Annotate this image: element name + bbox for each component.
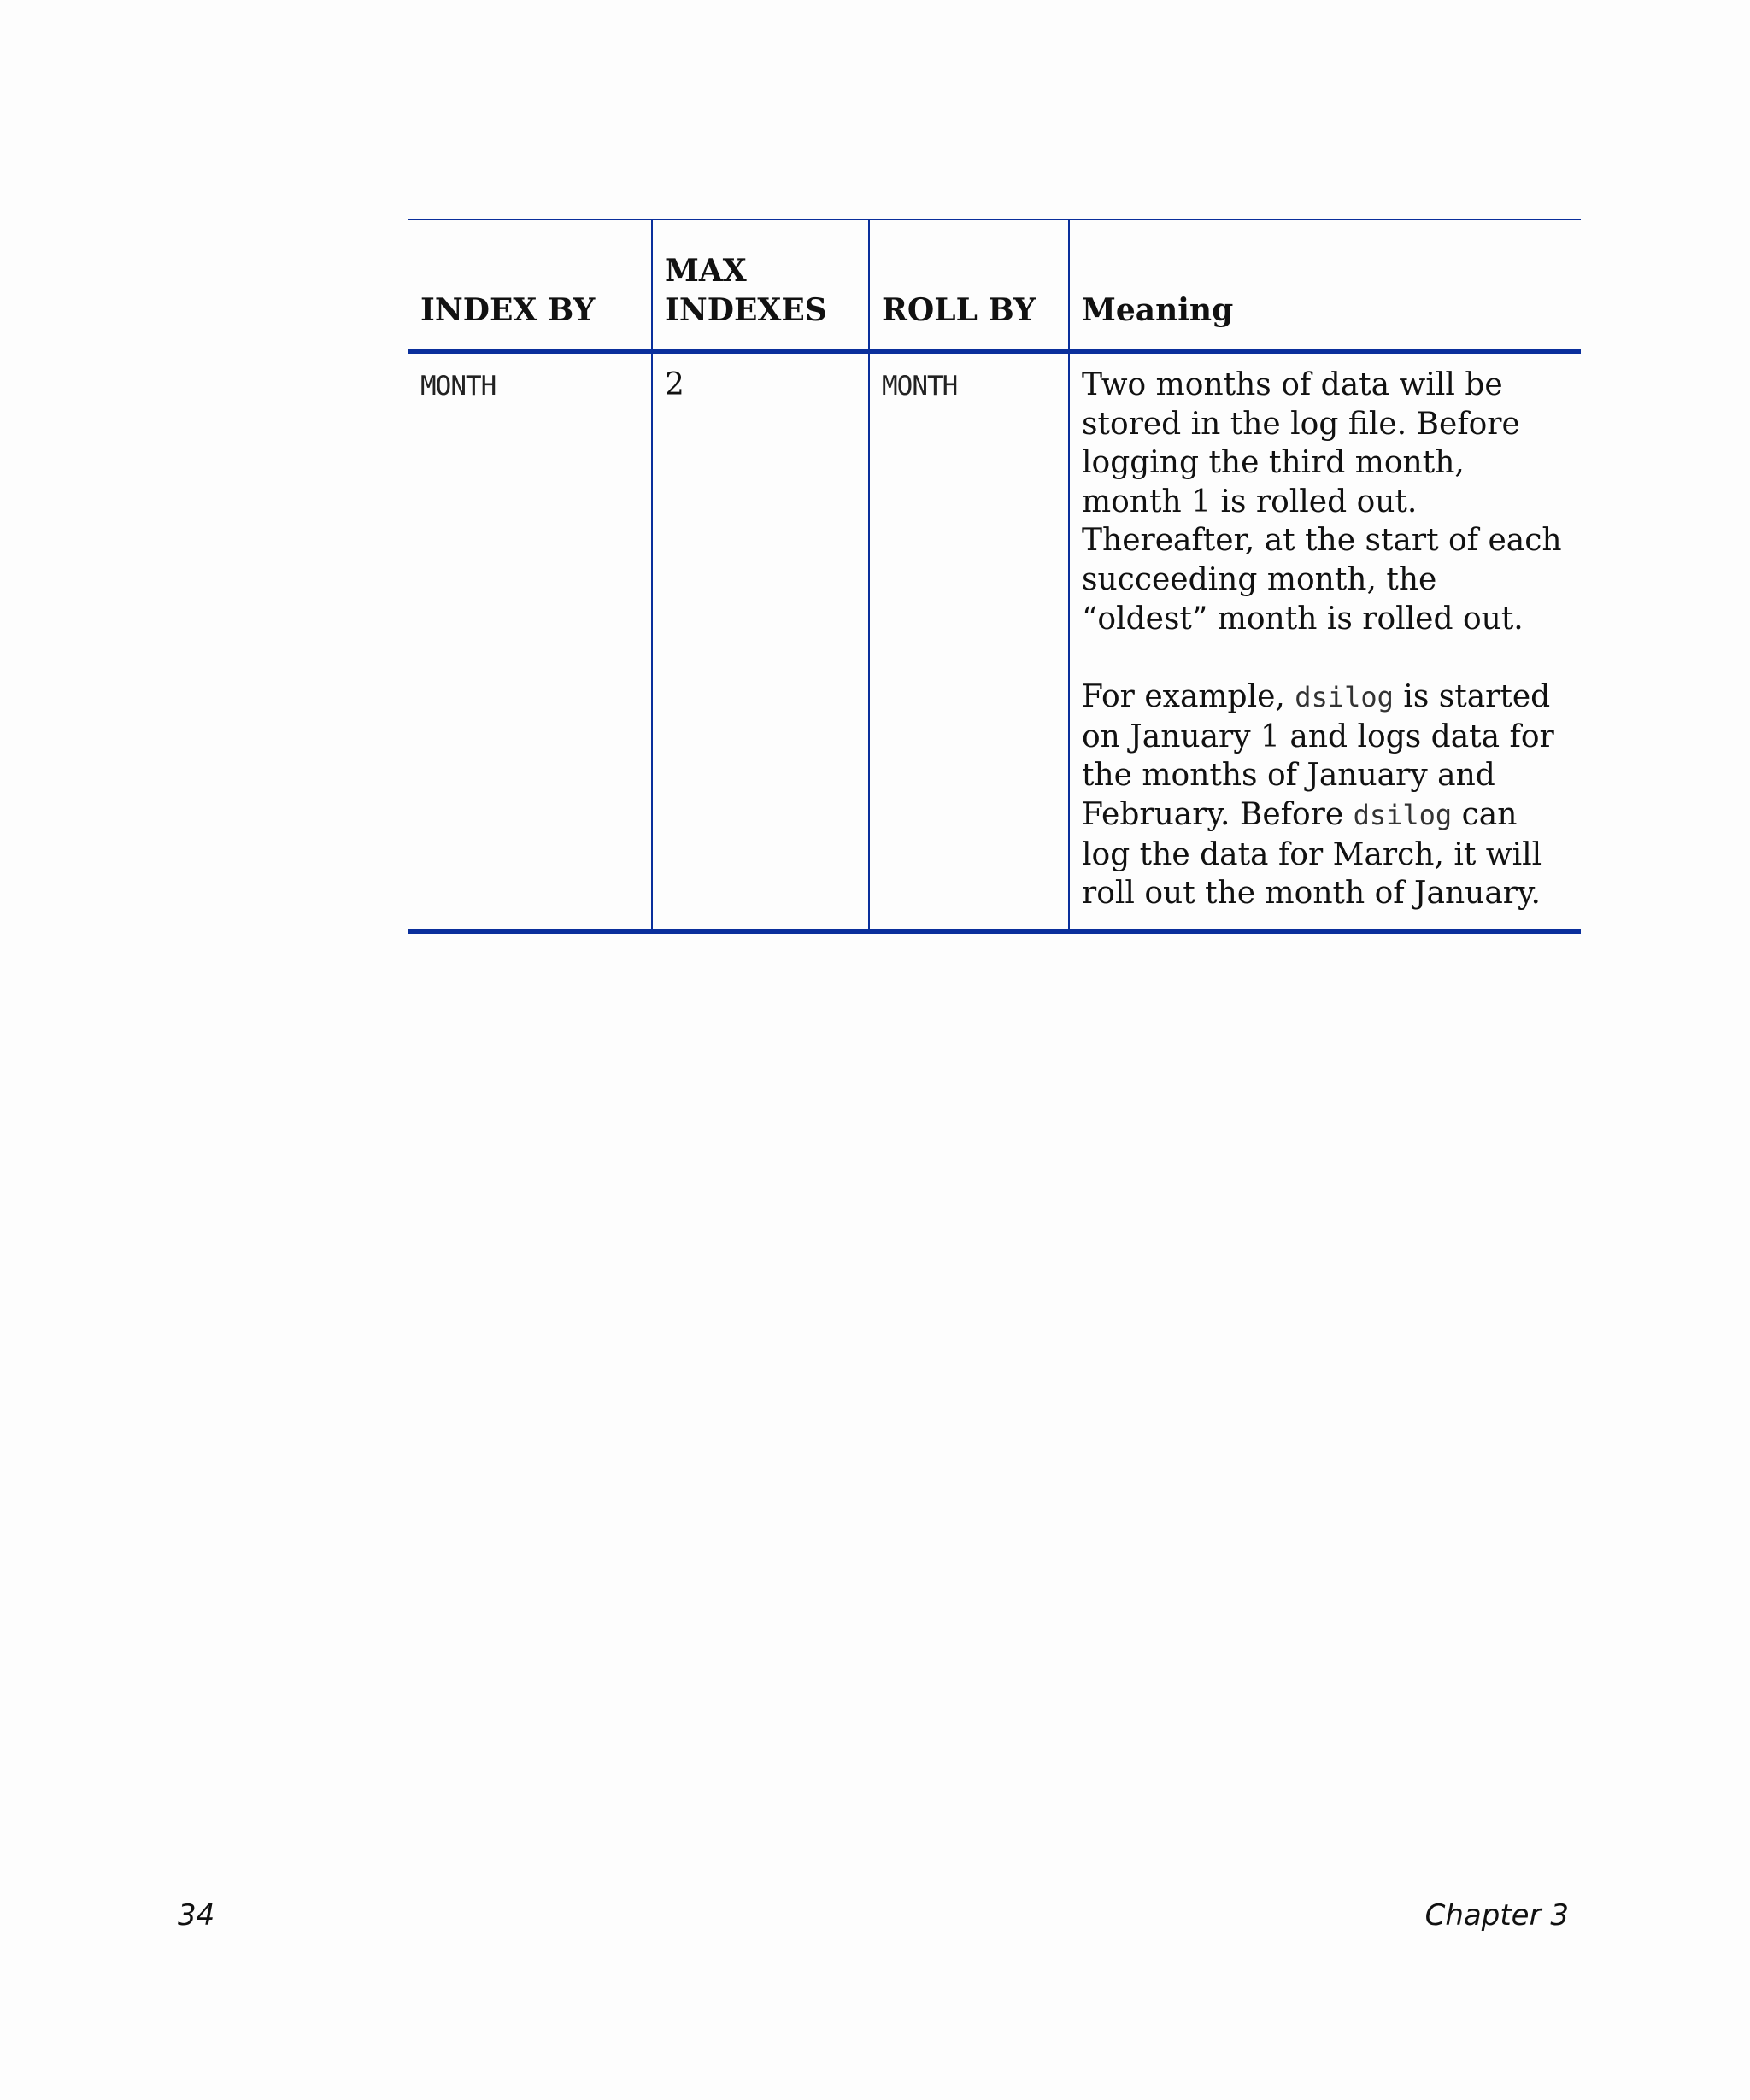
cell-index-by: [408, 351, 652, 931]
chapter-label: Chapter 3: [1424, 1898, 1569, 1933]
header-index-by: [408, 220, 652, 351]
meaning-p2-text-3: can log the data for March, it will roll out the month of January.: [1082, 796, 1542, 912]
table-header: [408, 220, 1581, 351]
cell-roll-by: [869, 351, 1069, 931]
header-max-indexes-line1: MAX: [665, 253, 747, 289]
cell-max-indexes: [652, 351, 869, 931]
header-meaning-label: Meaning: [1082, 292, 1234, 328]
table-body: [408, 351, 1581, 931]
meaning-p2-code-1: dsilog: [1295, 681, 1394, 714]
meaning-paragraph-1: Two months of data will be stored in the log file. Before logging the third month, month 1 is rolled out. Thereafter, at the start of each succeeding month, the “oldest” month is rolled out.: [1082, 367, 1562, 636]
cell-max-indexes-value: 2: [665, 367, 684, 402]
page-number: 34: [178, 1898, 215, 1933]
header-max-indexes: [652, 220, 869, 351]
header-index-by-label: INDEX BY: [420, 292, 596, 328]
header-roll-by-label: ROLL BY: [882, 292, 1036, 328]
meaning-p2-text-2: is started on January 1 and logs data for the months of January and February. Before: [1082, 679, 1554, 832]
header-roll-by: [869, 220, 1069, 351]
index-table: [408, 219, 1581, 934]
header-meaning: [1069, 220, 1581, 351]
table-header-row: [408, 220, 1581, 351]
header-max-indexes-line2: INDEXES: [665, 292, 827, 328]
cell-roll-by-value: MONTH: [882, 371, 958, 402]
meaning-paragraph-2: [1082, 678, 1571, 913]
table-row: [408, 351, 1581, 931]
cell-index-by-value: MONTH: [420, 371, 496, 402]
meaning-p2-text-1: For example,: [1082, 679, 1295, 715]
meaning-p2-code-2: dsilog: [1353, 798, 1453, 831]
cell-meaning: [1069, 351, 1581, 931]
